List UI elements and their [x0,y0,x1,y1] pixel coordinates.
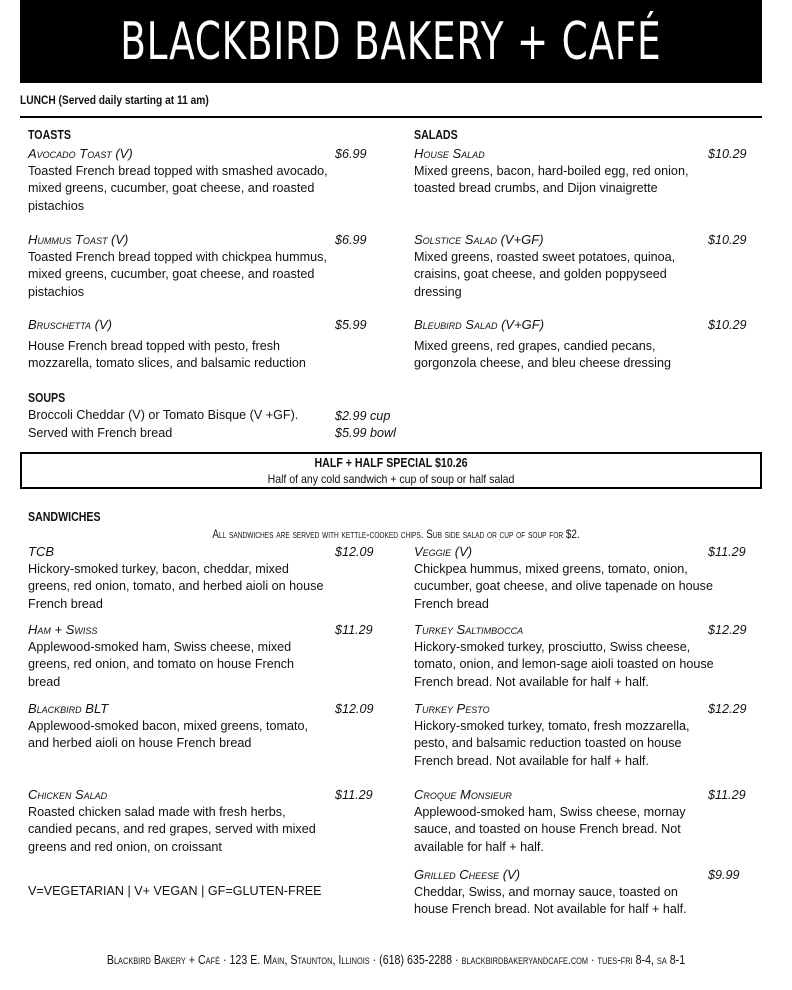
item-desc: Toasted French bread topped with smashed avocado, mixed greens, cucumber, goat cheese, and roasted pistachios [28,163,328,213]
item-price: $12.09 [335,545,374,559]
item-name: Avocado Toast (V) [28,146,133,161]
footer-info: Blackbird Bakery + Café · 123 E. Main, Staunton, Illinois · (618) 635-2288 · blackbirdbakeryandcafe.com · tues-fri 8-4, sa 8-1 [106,952,686,967]
item-price: $6.99 [335,147,367,161]
item-desc: Mixed greens, red grapes, candied pecans, gorgonzola cheese, and bleu cheese dressing [414,338,671,370]
item-desc: Hickory-smoked turkey, prosciutto, Swiss cheese, tomato, onion, and lemon-sage aioli toasted on house French bread. Not available for half + half. [414,639,714,689]
soups-line: Broccoli Cheddar (V) or Tomato Bisque (V +GF). [28,408,299,422]
special-desc: Half of any cold sandwich + cup of soup or half salad [267,472,515,486]
menu-item [414,700,714,770]
menu-item [28,621,328,691]
menu-item [414,866,714,919]
item-desc: Toasted French bread topped with chickpea hummus, mixed greens, cucumber, goat cheese, and roasted pistachios [28,249,327,299]
menu-item [414,145,714,198]
menu-item [28,145,328,215]
item-price: $6.99 [335,233,367,247]
menu-item [414,543,714,613]
item-name: Veggie (V) [414,544,473,559]
item-name: Solstice Salad (V+GF) [414,232,544,247]
item-name: Ham + Swiss [28,622,98,637]
item-name: House Salad [414,146,485,161]
item-desc: Mixed greens, bacon, hard-boiled egg, red onion, toasted bread crumbs, and Dijon vinaigrette [414,163,689,195]
price-cup: $2.99 cup [335,409,391,423]
item-price: $11.29 [335,623,373,637]
item-desc: Hickory-smoked turkey, tomato, fresh mozzarella, pesto, and balsamic reduction toasted on house French bread. Not available for half + half. [414,718,690,768]
half-half-special [20,452,762,489]
item-price: $12.29 [708,702,747,716]
item-name: Bleubird Salad (V+GF) [414,317,545,332]
item-price: $5.99 [335,318,367,332]
soups-heading: SOUPS [28,391,66,405]
divider [20,116,762,118]
item-price: $12.09 [335,702,374,716]
item-price: $10.29 [708,233,747,247]
menu-item [28,786,328,856]
price-bowl: $5.99 bowl [335,426,396,440]
toasts-heading: TOASTS [28,128,71,142]
item-desc: Hickory-smoked turkey, bacon, cheddar, mixed greens, red onion, tomato, and herbed aioli on house French bread [28,561,324,611]
menu-item [28,543,328,613]
item-name: Turkey Pesto [414,701,490,716]
item-desc: Mixed greens, roasted sweet potatoes, quinoa, craisins, goat cheese, and golden poppyseed dressing [414,249,676,299]
item-name: Croque Monsieur [414,787,512,802]
diet-legend: V=VEGETARIAN | V+ VEGAN | GF=GLUTEN-FREE [28,884,322,898]
item-desc: Roasted chicken salad made with fresh herbs, candied pecans, and red grapes, served with mixed greens and red onion, on croissant [28,804,316,854]
item-name: Turkey Saltimbocca [414,622,524,637]
sandwiches-heading: SANDWICHES [28,510,101,524]
item-name: TCB [28,544,54,559]
item-name: Bruschetta (V) [28,317,112,332]
sandwiches-note: All sandwiches are served with kettle-cooked chips. Sub side salad or cup of soup for $2. [212,527,580,541]
item-price: $11.29 [335,788,373,802]
menu-item [28,231,328,301]
salads-heading: SALADS [414,128,458,142]
item-price: $10.29 [708,147,747,161]
item-desc: House French bread topped with pesto, fresh mozzarella, tomato slices, and balsamic reduction [28,338,306,370]
item-price: $9.99 [708,868,740,882]
item-desc: Applewood-smoked ham, Swiss cheese, mornay sauce, and toasted on house French bread. Not available for half + half. [414,804,686,854]
item-desc: Applewood-smoked bacon, mixed greens, tomato, and herbed aioli on house French bread [28,718,309,750]
page-title: BLACKBIRD BAKERY + CAFÉ [120,11,662,72]
menu-item [414,786,714,856]
menu-item [414,621,714,691]
item-price: $10.29 [708,318,747,332]
item-desc: Chickpea hummus, mixed greens, tomato, onion, cucumber, goat cheese, and olive tapenade on house French bread [414,561,713,611]
special-title: HALF + HALF SPECIAL $10.26 [314,456,468,470]
title-banner [20,0,762,83]
item-name: Hummus Toast (V) [28,232,129,247]
item-price: $11.29 [708,545,746,559]
item-price: $12.29 [708,623,747,637]
menu-item [414,316,714,373]
menu-item [414,231,714,301]
item-desc: Cheddar, Swiss, and mornay sauce, toasted on house French bread. Not available for half + half. [414,884,687,916]
item-name: Blackbird BLT [28,701,109,716]
soups-item [28,407,338,442]
soups-line: Served with French bread [28,425,173,440]
menu-item [28,316,328,373]
item-name: Chicken Salad [28,787,108,802]
item-desc: Applewood-smoked ham, Swiss cheese, mixed greens, red onion, and tomato on house French bread [28,639,295,689]
item-price: $11.29 [708,788,746,802]
item-name: Grilled Cheese (V) [414,867,521,882]
menu-item [28,700,328,753]
lunch-heading: LUNCH (Served daily starting at 11 am) [20,93,209,107]
